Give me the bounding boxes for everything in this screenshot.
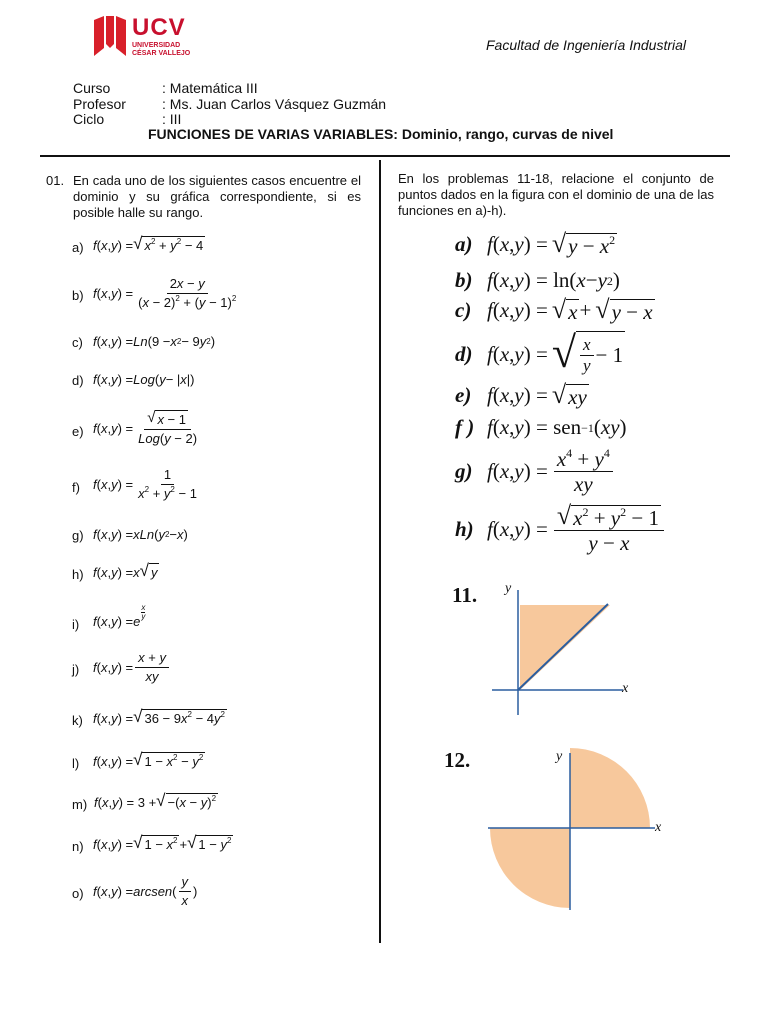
- formula-f: f ( x , y ) = $\frac{1}{x^2 + y^2 - 1}$: [93, 467, 197, 501]
- formula-c: f ( x , y ) = Ln (9 − x 2 − 9 y 2 ): [93, 334, 216, 349]
- right-label-a: a): [455, 232, 473, 256]
- figure-11-number: 11.: [452, 583, 478, 607]
- right-formula-d: d) f ( x , y ) = √ $\frac{x}{y}$ − 1: [455, 328, 624, 377]
- column-divider: [379, 160, 381, 943]
- figure-12-number: 12.: [444, 748, 471, 772]
- item-o-label: o): [72, 886, 84, 901]
- item-h-label: h): [72, 567, 84, 582]
- right-formula-g: g) f ( x , y ) = $\frac{x^4 + y^4}{xy}$: [455, 448, 615, 495]
- formula-d: f ( x , y ) = Log ( y − | x |): [93, 372, 195, 387]
- formula-j: f ( x , y ) = $\frac{x + y}{xy}$: [93, 650, 171, 685]
- course-label: Curso: [73, 80, 111, 96]
- item-m-label: m): [72, 797, 88, 812]
- professor-value: : Ms. Juan Carlos Vásquez Guzmán: [162, 96, 387, 112]
- item-d-label: d): [72, 373, 84, 388]
- figure-12: [468, 748, 668, 928]
- item-n-label: n): [72, 839, 84, 854]
- item-l-label: l): [72, 756, 80, 771]
- item-a-label: a): [72, 240, 84, 255]
- right-label-f: f ): [455, 415, 475, 439]
- formula-i: f ( x , y ) = e x y: [93, 603, 146, 629]
- right-label-e: e): [455, 383, 472, 407]
- figure-11-region: [520, 605, 610, 690]
- right-formula-b: b) f ( x , y ) = ln( x − y 2 ): [455, 268, 620, 292]
- right-label-h: h): [455, 517, 474, 541]
- figure-12-x-label: x: [655, 820, 662, 835]
- problem-number: 01.: [46, 173, 65, 188]
- page-title: FUNCIONES DE VARIAS VARIABLES: Dominio, rango, curvas de nivel: [148, 126, 614, 142]
- formula-a: f ( x , y ) = √ $x^2 + y^2 - 4$: [93, 234, 204, 253]
- item-j-label: j): [72, 662, 80, 677]
- right-label-g: g): [455, 459, 473, 483]
- header-divider: [40, 155, 730, 157]
- matching-intro: En los problemas 11-18, relacione el conjunto de puntos dados en la figura con el dominio de una de las funciones en a)-h).: [398, 171, 714, 218]
- logo-text: UCV: [132, 14, 186, 41]
- logo-subtitle-2: CÉSAR VALLEJO: [132, 50, 191, 57]
- formula-g: f ( x , y ) = xLn ( y 2 − x ): [93, 527, 188, 542]
- item-g-label: g): [72, 528, 84, 543]
- formula-m: f ( x , y ) = 3 + √ $-(x - y)^2$: [94, 791, 217, 810]
- item-b-label: b): [72, 288, 84, 303]
- right-label-b: b): [455, 268, 473, 292]
- logo-subtitle-1: UNIVERSIDAD: [132, 42, 181, 49]
- figure-12-y-label: y: [556, 749, 563, 764]
- right-label-c: c): [455, 298, 472, 322]
- figure-11-x-label: x: [622, 681, 629, 696]
- cycle-value: : III: [162, 111, 182, 127]
- formula-l: f ( x , y ) = √ $1 - x^2 - y^2$: [93, 750, 204, 769]
- right-formula-a: a) f ( x , y ) = √ $y - x^2$: [455, 228, 616, 258]
- item-e-label: e): [72, 424, 84, 439]
- figure-12-region-q3: [490, 828, 570, 908]
- problem-intro: En cada uno de los siguientes casos encuentre el dominio y su gráfica correspondiente, si es posible halle su rango.: [73, 173, 361, 220]
- item-f-label: f): [72, 480, 80, 495]
- right-formula-c: c) f ( x , y ) = √ x + √ y − x: [455, 294, 653, 324]
- figure-11: [480, 580, 640, 715]
- figure-12-region-q1: [570, 748, 650, 828]
- formula-h: f ( x , y ) = x √ y: [93, 561, 158, 580]
- item-c-label: c): [72, 335, 83, 350]
- item-k-label: k): [72, 713, 83, 728]
- faculty-name: Facultad de Ingeniería Industrial: [486, 37, 687, 53]
- formula-k: f ( x , y ) = √ $36 - 9x^2 - 4y^2$: [93, 707, 225, 726]
- ucv-emblem-icon: [92, 14, 128, 60]
- formula-o: f ( x , y ) = arcsen ( $\frac{y}{x}$ ): [93, 874, 198, 908]
- right-formula-f: f ) f ( x , y ) = sen −1 ( xy ): [455, 415, 627, 439]
- university-logo: [92, 14, 202, 60]
- course-value: : Matemática III: [162, 80, 258, 96]
- right-formula-e: e) f ( x , y ) = √ xy: [455, 379, 587, 409]
- figure-11-y-label: y: [505, 581, 512, 596]
- cycle-label: Ciclo: [73, 111, 105, 127]
- formula-b: f ( x , y ) = $\frac{2x - y}{(x - 2)^2 + (y - 1)^2}$: [93, 276, 237, 310]
- right-formula-h: h) f ( x , y ) = √ $x^2 + y^2 - 1$ y − x: [455, 505, 666, 554]
- professor-label: Profesor: [73, 96, 126, 112]
- formula-n: f ( x , y ) = √ $1 - x^2$ + √ $1 - y^2$: [93, 833, 232, 852]
- item-i-label: i): [72, 617, 80, 632]
- right-label-d: d): [455, 341, 473, 366]
- formula-e: f ( x , y ) = √ x − 1 Log(y − 2): [93, 409, 198, 446]
